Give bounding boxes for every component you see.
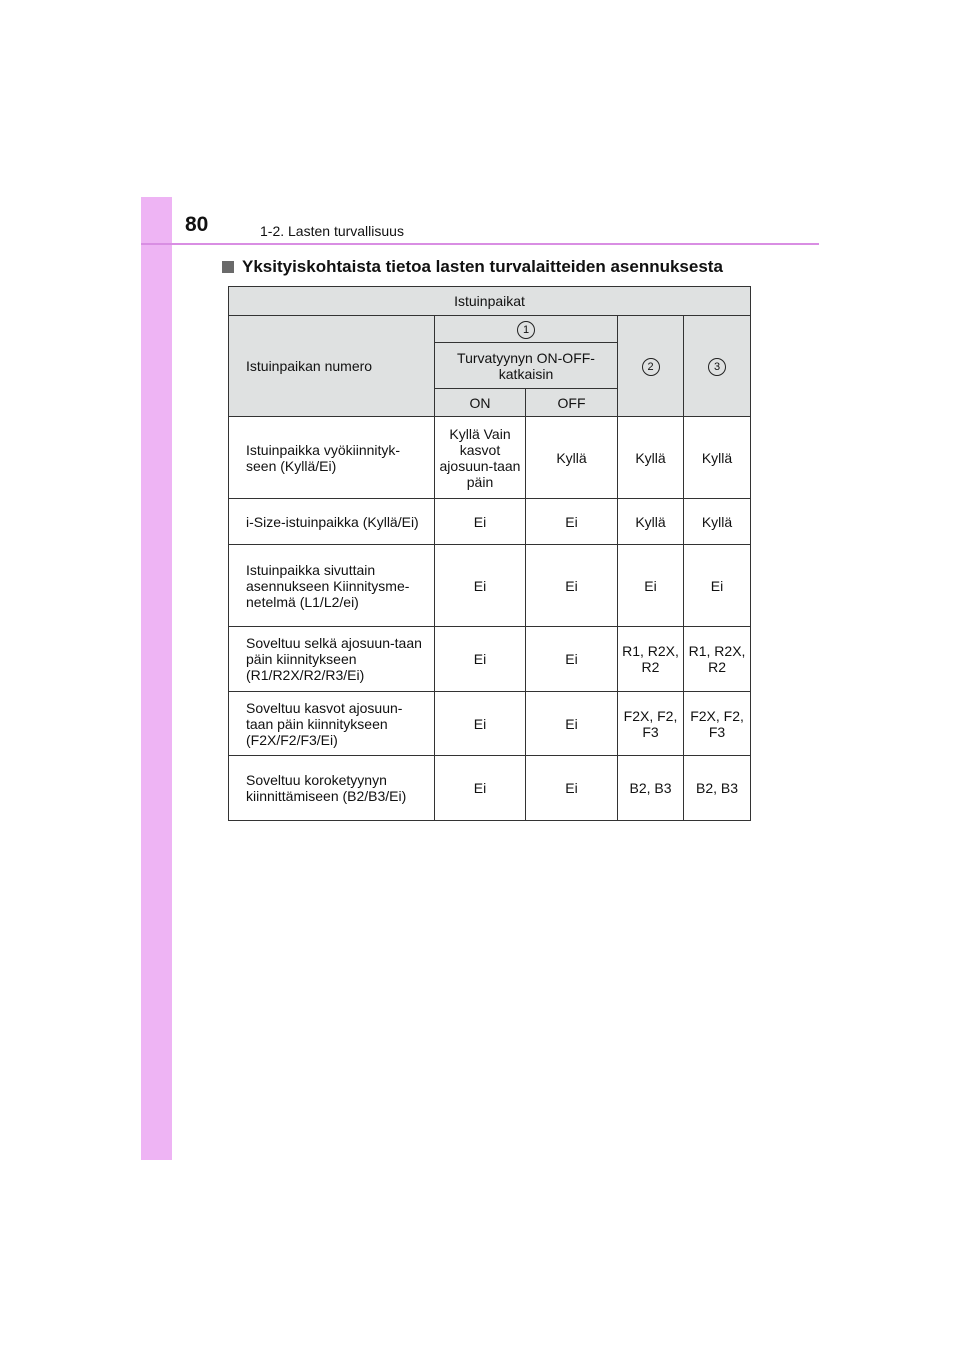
seat-number-label: Istuinpaikan numero [229, 316, 435, 417]
cell: Ei [684, 545, 751, 627]
header-rule [141, 243, 819, 245]
cell: R1, R2X, R2 [684, 627, 751, 692]
cell: R1, R2X, R2 [618, 627, 684, 692]
cell: Ei [526, 499, 618, 545]
seat-number-2-icon: 2 [642, 358, 660, 376]
cell: F2X, F2, F3 [684, 692, 751, 756]
cell: Kyllä Vain kasvot ajosuun-taan päin [435, 417, 526, 499]
seat-3-header [684, 316, 751, 417]
cell: Kyllä [618, 499, 684, 545]
cell: Ei [526, 692, 618, 756]
seat-number-3-icon: 3 [708, 358, 726, 376]
seating-positions-table [228, 286, 751, 821]
cell: Ei [618, 545, 684, 627]
cell: Ei [435, 692, 526, 756]
cell: Ei [526, 627, 618, 692]
row-label: Istuinpaikka vyökiinnityk-seen (Kyllä/Ei) [229, 417, 435, 499]
row-label: Soveltuu koroketyynyn kiinnittämiseen (B2/B3/Ei) [229, 756, 435, 821]
cell: Kyllä [618, 417, 684, 499]
seating-positions-header: Istuinpaikat [229, 287, 751, 316]
table-row [229, 692, 751, 756]
table-header-row [229, 287, 751, 316]
table-row [229, 627, 751, 692]
cell: Kyllä [684, 417, 751, 499]
row-label: Istuinpaikka sivuttain asennukseen Kiinnitysme-netelmä (L1/L2/ei) [229, 545, 435, 627]
cell: F2X, F2, F3 [618, 692, 684, 756]
cell: B2, B3 [684, 756, 751, 821]
table-header-row [229, 316, 751, 343]
on-label: ON [435, 389, 526, 417]
section-title [222, 257, 723, 277]
seat-1-header [435, 316, 618, 343]
row-label: i-Size-istuinpaikka (Kyllä/Ei) [229, 499, 435, 545]
cell: B2, B3 [618, 756, 684, 821]
off-label: OFF [526, 389, 618, 417]
table-row [229, 545, 751, 627]
airbag-switch-label: Turvatyynyn ON-OFF-katkaisin [435, 343, 618, 389]
cell: Kyllä [684, 499, 751, 545]
table-row [229, 499, 751, 545]
running-head: 1-2. Lasten turvallisuus [260, 223, 404, 239]
cell: Ei [435, 499, 526, 545]
cell: Ei [435, 545, 526, 627]
cell: Ei [526, 545, 618, 627]
page-number: 80 [185, 213, 209, 236]
cell: Ei [435, 756, 526, 821]
section-title-text: Yksityiskohtaista tietoa lasten turvalaitteiden asennuksesta [242, 257, 723, 276]
table-row [229, 756, 751, 821]
sidebar-band [141, 197, 172, 1160]
row-label: Soveltuu selkä ajosuun-taan päin kiinnitykseen (R1/R2X/R2/R3/Ei) [229, 627, 435, 692]
row-label: Soveltuu kasvot ajosuun-taan päin kiinnitykseen (F2X/F2/F3/Ei) [229, 692, 435, 756]
seat-2-header [618, 316, 684, 417]
cell: Ei [526, 756, 618, 821]
square-bullet-icon [222, 261, 234, 273]
seat-number-1-icon: 1 [517, 321, 535, 339]
cell: Ei [435, 627, 526, 692]
cell: Kyllä [526, 417, 618, 499]
table-row [229, 417, 751, 499]
